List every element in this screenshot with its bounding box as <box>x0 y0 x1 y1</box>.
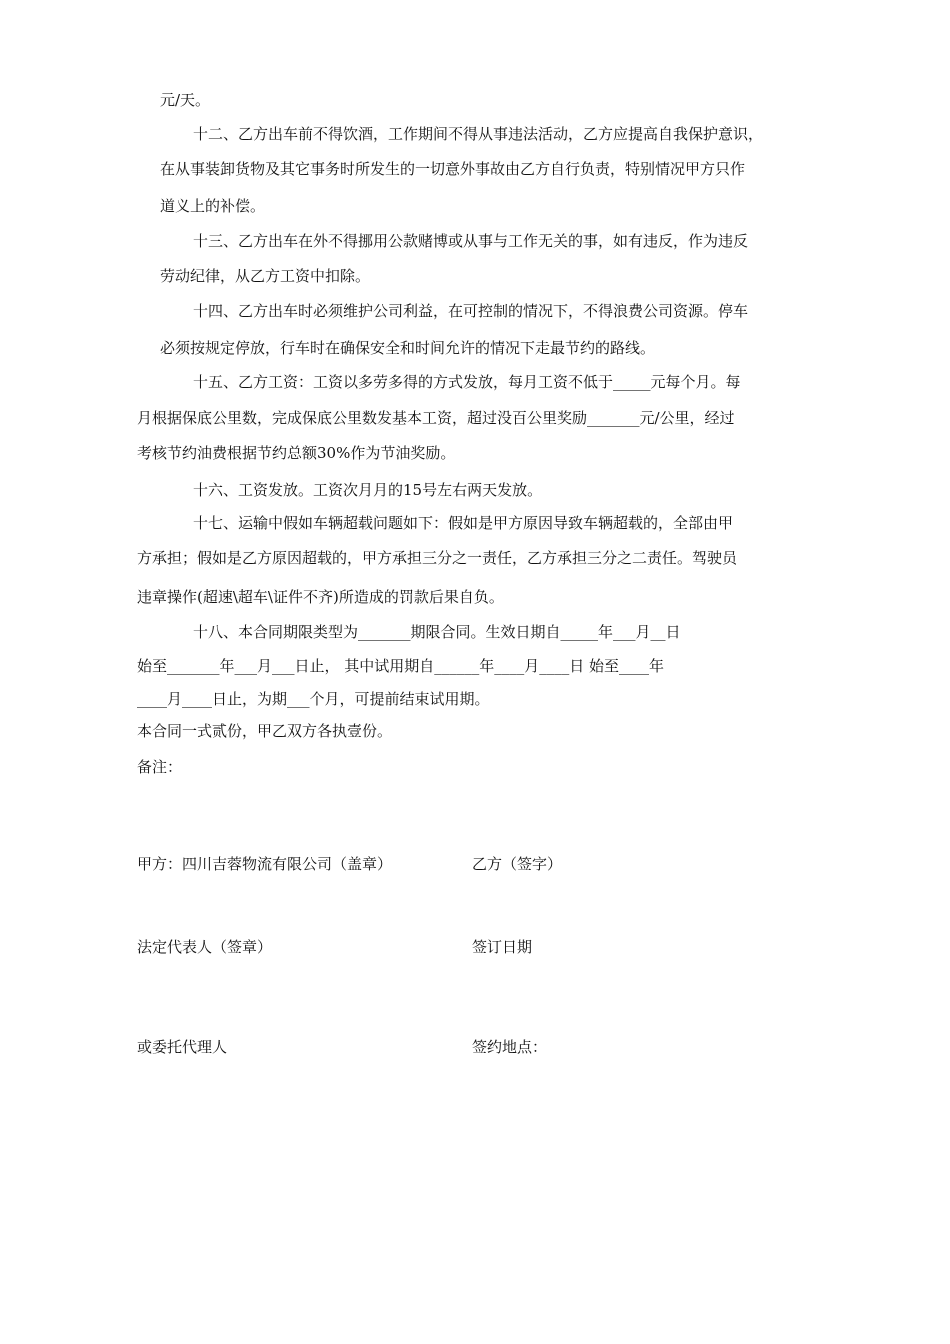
clause-12-line-1: 十二、乙方出车前不得饮酒，工作期间不得从事违法活动，乙方应提高自我保护意识， <box>193 125 764 143</box>
clause-16-line-1: 十六、工资发放。工资次月月的15号左右两天发放。 <box>193 481 543 499</box>
legal-representative-label: 法定代表人（签章） <box>137 938 273 956</box>
clause-15-line-2: 月根据保底公里数，完成保底公里数发基本工资，超过没百公里奖励_______元/公里，经过 <box>137 409 735 427</box>
clause-17-line-2: 方承担；假如是乙方原因超载的，甲方承担三分之一责任，乙方承担三分之二责任。驾驶员 <box>137 549 738 567</box>
clause-12-line-3: 道义上的补偿。 <box>160 197 266 215</box>
clause-14-line-2: 必须按规定停放，行车时在确保安全和时间允许的情况下走最节约的路线。 <box>160 339 656 357</box>
copies-statement: 本合同一式贰份，甲乙双方各执壹份。 <box>137 722 393 740</box>
text-line: 元/天。 <box>160 91 211 109</box>
remarks-label: 备注： <box>137 758 183 776</box>
clause-15-line-3: 考核节约油费根据节约总额30%作为节油奖励。 <box>137 444 456 462</box>
clause-17-line-3: 违章操作(超速\超车\证件不齐)所造成的罚款后果自负。 <box>137 588 504 606</box>
clause-14-line-1: 十四、乙方出车时必须维护公司利益，在可控制的情况下，不得浪费公司资源。停车 <box>193 302 749 320</box>
signing-place-label: 签约地点： <box>472 1038 548 1056</box>
clause-18-line-1: 十八、本合同期限类型为_______期限合同。生效日期自_____年___月__日 <box>193 623 681 641</box>
signing-date-label: 签订日期 <box>472 938 533 956</box>
clause-18-line-2: 始至_______年___月___日止， 其中试用期自______年____月____日 始至____年 <box>137 657 665 675</box>
clause-12-line-2: 在从事装卸货物及其它事务时所发生的一切意外事故由乙方自行负责，特别情况甲方只作 <box>160 160 746 178</box>
party-a-signature-label: 甲方：四川吉蓉物流有限公司（盖章） <box>137 855 393 873</box>
agent-label: 或委托代理人 <box>137 1038 228 1056</box>
clause-18-line-3: ____月____日止，为期___个月，可提前结束试用期。 <box>137 690 490 708</box>
party-b-signature-label: 乙方（签字） <box>472 855 563 873</box>
clause-17-line-1: 十七、运输中假如车辆超载问题如下：假如是甲方原因导致车辆超载的，全部由甲 <box>193 514 734 532</box>
clause-15-line-1: 十五、乙方工资：工资以多劳多得的方式发放，每月工资不低于_____元每个月。每 <box>193 373 741 391</box>
clause-13-line-1: 十三、乙方出车在外不得挪用公款赌博或从事与工作无关的事，如有违反，作为违反 <box>193 232 749 250</box>
clause-13-line-2: 劳动纪律，从乙方工资中扣除。 <box>160 267 371 285</box>
